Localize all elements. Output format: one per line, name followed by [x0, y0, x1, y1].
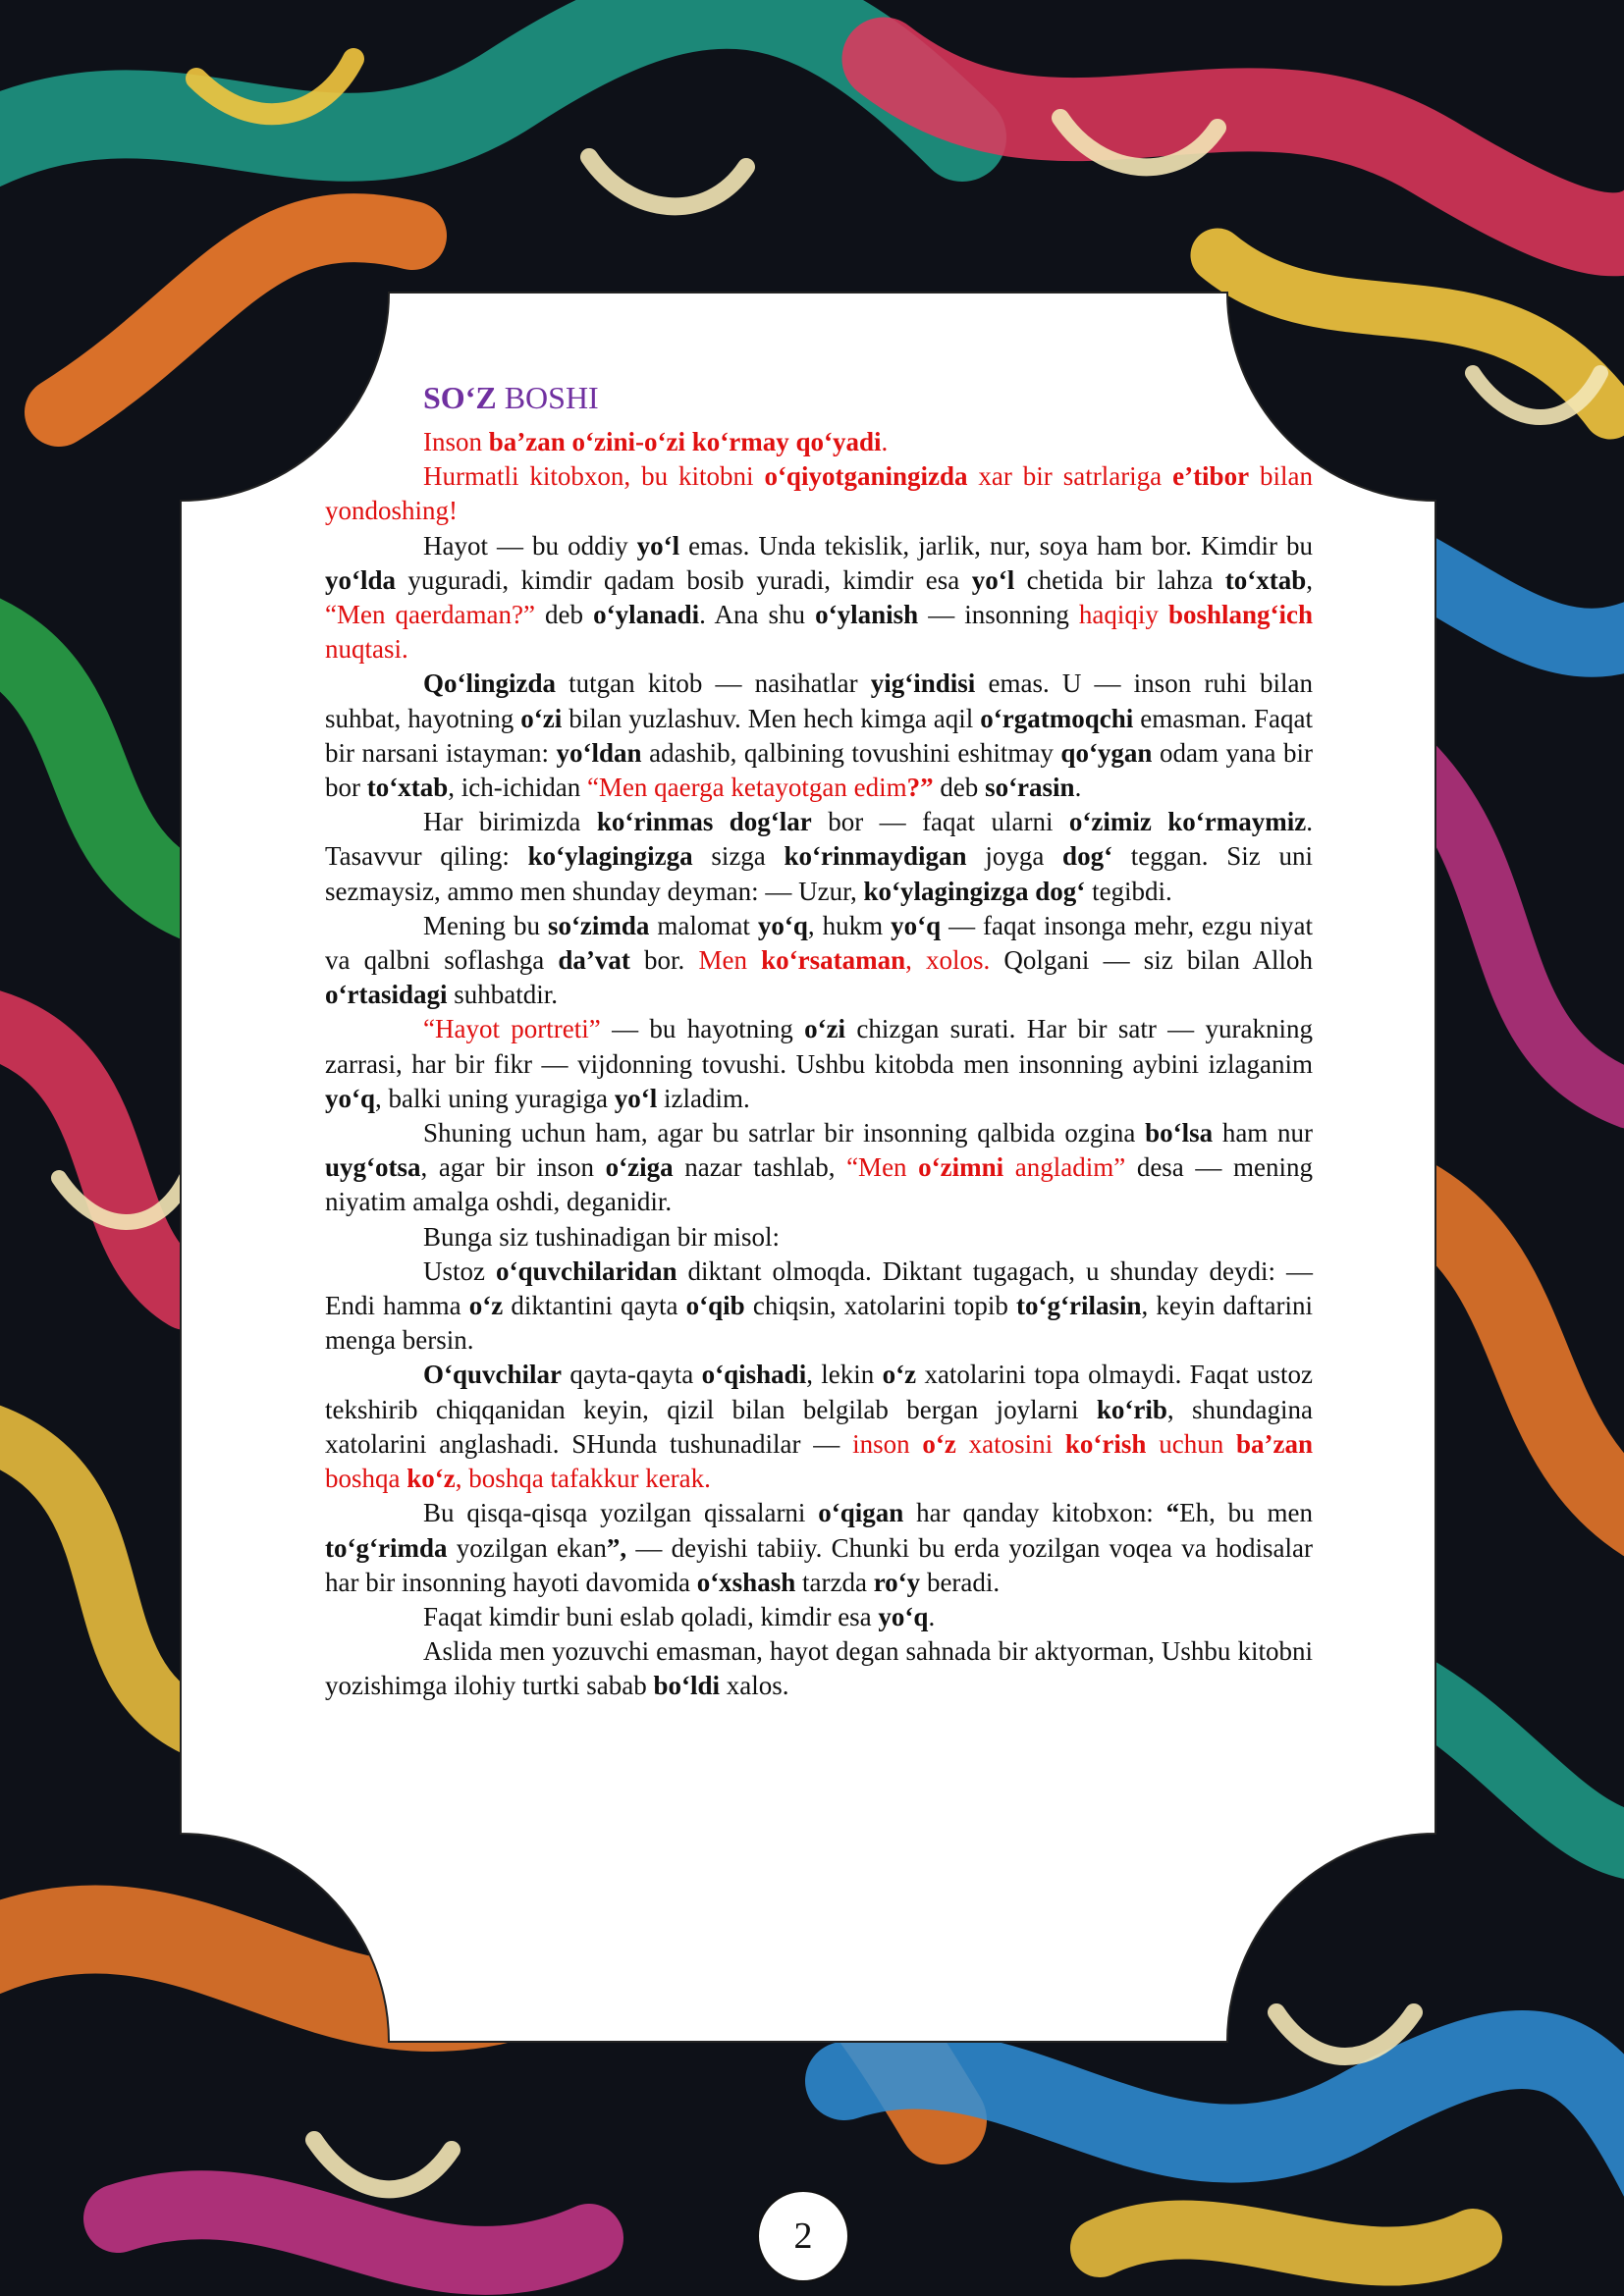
text-run: o‘ylanish	[815, 600, 919, 630]
text-run: o‘zimni	[918, 1152, 1004, 1183]
paragraph	[325, 1220, 1313, 1255]
text-run: Har birimizda	[423, 807, 597, 837]
text-run: boshlang‘ich	[1167, 600, 1314, 630]
text-run: ko‘rish	[1064, 1428, 1147, 1459]
text-run: malomat	[649, 910, 758, 940]
text-run: Shuning uchun ham, agar bu satrlar bir insonning qalbida ozgina	[423, 1118, 1146, 1148]
text-run: o‘zi	[804, 1014, 846, 1044]
text-run: tutgan kitob — nasihatlar	[556, 668, 871, 699]
paragraph	[325, 1255, 1313, 1359]
text-run: Aslida men yozuvchi emasman, hayot degan sahnada bir aktyorman, Ushbu kitobni yozishimga ilohiy turtki sabab	[325, 1636, 1313, 1701]
text-run: chizgan surati. Har bir satr — yurakning zarrasi, har bir fikr — vijdonning tovushi. Ushbu kitobda men insonning aybini izlaganim	[325, 1014, 1313, 1079]
text-run: tegibdi.	[1085, 876, 1172, 906]
text-run: , lekin	[806, 1360, 883, 1390]
text-run: yo‘q	[757, 910, 808, 940]
text-run: angladim”	[1003, 1152, 1126, 1183]
text-run: chetida bir lahza	[1014, 564, 1225, 595]
text-run: boshqa	[325, 1464, 407, 1494]
text-run: inson	[852, 1428, 923, 1459]
paragraph	[325, 1358, 1313, 1496]
text-run: “Men qaerga ketayotgan edim	[586, 773, 907, 803]
text-run: o‘zimiz ko‘rmaymiz	[1068, 807, 1307, 837]
text-run: , balki uning yuragiga	[375, 1083, 615, 1113]
text-run: Bu qisqa-qisqa yozilgan qissalarni	[423, 1498, 819, 1528]
text-run: bo‘lsa	[1145, 1118, 1214, 1148]
text-run: o‘z	[882, 1360, 917, 1390]
text-run: qo‘ygan	[1060, 737, 1153, 768]
text-run: o‘quvchilaridan	[496, 1255, 677, 1286]
text-run: ?”	[906, 773, 934, 803]
text-run: yo‘l	[971, 564, 1015, 595]
text-run: xatolarini topa olmaydi. Faqat ustoz tekshirib chiqqanidan keyin, qizil bilan belgilab bergan joylarni	[325, 1360, 1313, 1424]
section-heading	[423, 376, 1313, 419]
text-run: — bu hayotning	[600, 1014, 805, 1044]
text-run: bilan yuzlashuv. Men hech kimga aqil	[562, 703, 981, 733]
text-run: har qanday kitobxon:	[903, 1498, 1166, 1528]
paragraph	[325, 529, 1313, 667]
text-run: yo‘q	[878, 1601, 929, 1631]
preface-text-block	[325, 376, 1313, 1704]
text-run: “Men	[846, 1152, 919, 1183]
text-run: ham nur	[1213, 1118, 1313, 1148]
text-run: desa — mening niyatim amalga oshdi, deganidir.	[325, 1152, 1313, 1217]
text-run: sizga	[692, 841, 785, 872]
text-run: — insonning	[918, 600, 1079, 630]
paragraph	[325, 805, 1313, 909]
text-run: ko‘rinmas dog‘lar	[596, 807, 812, 837]
text-run: qayta-qayta	[562, 1360, 702, 1390]
page-number: 2	[793, 2216, 813, 2257]
text-run: ko‘rsataman	[761, 945, 906, 976]
text-run: Ustoz	[423, 1255, 496, 1286]
text-run: emas. Unda tekislik, jarlik, nur, soya ham bor. Kimdir bu	[679, 530, 1313, 561]
paragraph	[325, 1116, 1313, 1220]
text-run: beradi.	[920, 1567, 1001, 1597]
text-run: o‘qib	[685, 1291, 745, 1321]
text-run: yo‘l	[636, 530, 680, 561]
text-run: bor — faqat ularni	[811, 807, 1069, 837]
text-run: e’tibor	[1172, 461, 1250, 492]
text-run: Hurmatli kitobxon, bu kitobni	[423, 461, 765, 492]
text-run: nazar tashlab,	[673, 1152, 847, 1183]
heading-rest-part: BOSHI	[496, 380, 599, 415]
text-run: ko‘rib	[1096, 1394, 1167, 1424]
text-run: odam yana bir bor	[325, 737, 1313, 803]
text-run: . Ana shu	[699, 600, 816, 630]
paragraph	[325, 459, 1313, 528]
text-run: o‘rgatmoqchi	[980, 703, 1134, 733]
text-run: yozilgan ekan	[447, 1532, 607, 1563]
text-run: . Tasavvur qiling:	[325, 807, 1313, 872]
text-run: , ich-ichidan	[448, 773, 587, 803]
text-run: xar bir satrlariga	[967, 461, 1173, 492]
text-run: xalos.	[720, 1671, 789, 1701]
text-run: uyg‘otsa	[325, 1152, 421, 1183]
text-run: ba’zan o‘zini-o‘zi ko‘rmay qo‘yadi	[488, 427, 882, 456]
text-run: Bunga siz tushinadigan bir misol:	[423, 1221, 780, 1252]
text-run: emas. U — inson ruhi bilan suhbat, hayotning	[325, 668, 1313, 733]
text-run: yuguradi, kimdir qadam bosib yuradi, kimdir esa	[396, 564, 972, 595]
text-run: , shundagina xatolarini anglashadi. SHunda tushunadilar —	[325, 1394, 1314, 1459]
text-run: tarzda	[795, 1567, 874, 1597]
text-run: o‘zi	[520, 703, 563, 733]
text-run: teggan. Siz uni sezmaysiz, ammo men shunday deyman: — Uzur,	[325, 841, 1313, 906]
text-run: o‘rtasidagi	[325, 980, 448, 1010]
paragraph	[325, 1634, 1313, 1703]
text-run: — faqat insonga mehr, ezgu niyat va qalbni soflashga	[325, 910, 1313, 976]
text-run: .	[1074, 773, 1082, 803]
text-run: diktant olmoqda. Diktant tugagach, u shunday deydi: — Endi hamma	[325, 1255, 1313, 1321]
text-run: izladim.	[657, 1083, 750, 1113]
paragraph	[325, 909, 1313, 1013]
text-run: ko‘rinmaydigan	[784, 841, 967, 872]
text-run: to‘g‘rimda	[325, 1532, 448, 1563]
text-run: to‘xtab	[366, 773, 449, 803]
text-run: — deyishi tabiiy. Chunki bu erda yozilgan voqea va hodisalar har bir insonning hayoti davomida	[325, 1532, 1313, 1597]
page-number-badge	[757, 2190, 849, 2282]
text-run: adashib, qalbining tovushini eshitmay	[641, 737, 1061, 768]
text-run: Mening bu	[423, 910, 548, 940]
text-run: bilan yondoshing!	[325, 461, 1313, 526]
text-run: Qo‘lingizda	[423, 668, 557, 699]
text-run: emasman. Faqat bir narsani istayman:	[325, 703, 1313, 768]
paragraph	[325, 1600, 1313, 1634]
text-run: .	[881, 427, 889, 456]
text-run: o‘qishadi	[701, 1360, 807, 1390]
text-run: o‘z	[468, 1291, 504, 1321]
text-run: “Men qaerdaman?”	[325, 600, 535, 630]
text-run: o‘xshash	[696, 1567, 796, 1597]
text-run: so‘rasin	[985, 773, 1075, 803]
text-run: , keyin daftarini menga bersin.	[325, 1291, 1313, 1356]
text-run: , hukm	[807, 910, 892, 940]
text-run: ko‘ylagingizga	[527, 841, 693, 872]
text-run: “	[1165, 1498, 1180, 1528]
text-run: o‘ylanadi	[593, 600, 700, 630]
text-run: bo‘ldi	[653, 1671, 720, 1701]
text-run: diktantini qayta	[503, 1291, 686, 1321]
text-run: chiqsin, xatolarini topib	[744, 1291, 1016, 1321]
text-run: yo‘q	[891, 910, 942, 940]
text-run: ba’zan	[1235, 1428, 1313, 1459]
text-run: joyga	[966, 841, 1063, 872]
text-run: deb	[933, 773, 986, 803]
text-run: ro‘y	[873, 1567, 921, 1597]
text-run: “Hayot portreti”	[423, 1014, 601, 1044]
heading-bold-part: SO‘Z	[423, 380, 497, 415]
text-run: , boshqa tafakkur kerak.	[455, 1464, 711, 1494]
text-run: o‘qiyotganingizda	[764, 461, 968, 492]
text-run: to‘xtab	[1224, 564, 1307, 595]
text-run: O‘quvchilar	[423, 1360, 563, 1390]
text-run: Inson	[423, 427, 489, 456]
text-run: haqiqiy	[1078, 600, 1168, 630]
text-run: Hayot — bu oddiy	[423, 530, 637, 561]
text-run: deb	[534, 600, 594, 630]
text-run: da’vat	[558, 945, 630, 976]
text-run: Qolgani — siz bilan Alloh	[990, 945, 1313, 976]
text-run: ,	[1306, 564, 1313, 595]
text-run: , xolos.	[905, 945, 991, 976]
text-run: uchun	[1146, 1428, 1236, 1459]
text-run: ko‘ylagingizga dog‘	[863, 876, 1086, 906]
paragraph-list	[325, 425, 1313, 1704]
text-run: o‘ziga	[605, 1152, 674, 1183]
text-run: yo‘ldan	[556, 737, 642, 768]
text-run: suhbatdir.	[447, 980, 558, 1010]
text-run: Faqat kimdir buni eslab qoladi, kimdir esa	[423, 1601, 879, 1631]
text-run: yo‘lda	[325, 564, 397, 595]
text-run: ”,	[606, 1532, 627, 1563]
text-run: to‘g‘rilasin	[1016, 1291, 1142, 1321]
text-run: nuqtasi.	[325, 634, 408, 665]
paragraph	[325, 667, 1313, 805]
text-run: xatosini	[955, 1428, 1065, 1459]
text-run: yo‘q	[325, 1083, 376, 1113]
text-run: yo‘l	[614, 1083, 658, 1113]
text-run: ko‘z	[406, 1464, 456, 1494]
text-run: o‘z	[922, 1428, 956, 1459]
paragraph	[325, 1012, 1313, 1116]
text-run: yig‘indisi	[870, 668, 976, 699]
text-run: so‘zimda	[547, 910, 650, 940]
text-run: .	[928, 1601, 936, 1631]
text-run: , agar bir inson	[420, 1152, 606, 1183]
text-run: Eh, bu men	[1179, 1498, 1314, 1528]
paragraph	[325, 1496, 1313, 1600]
text-run: Men	[698, 945, 762, 976]
text-run: bor.	[629, 945, 699, 976]
paragraph	[325, 425, 1313, 459]
text-run: dog‘	[1062, 841, 1113, 872]
text-run: o‘qigan	[818, 1498, 904, 1528]
